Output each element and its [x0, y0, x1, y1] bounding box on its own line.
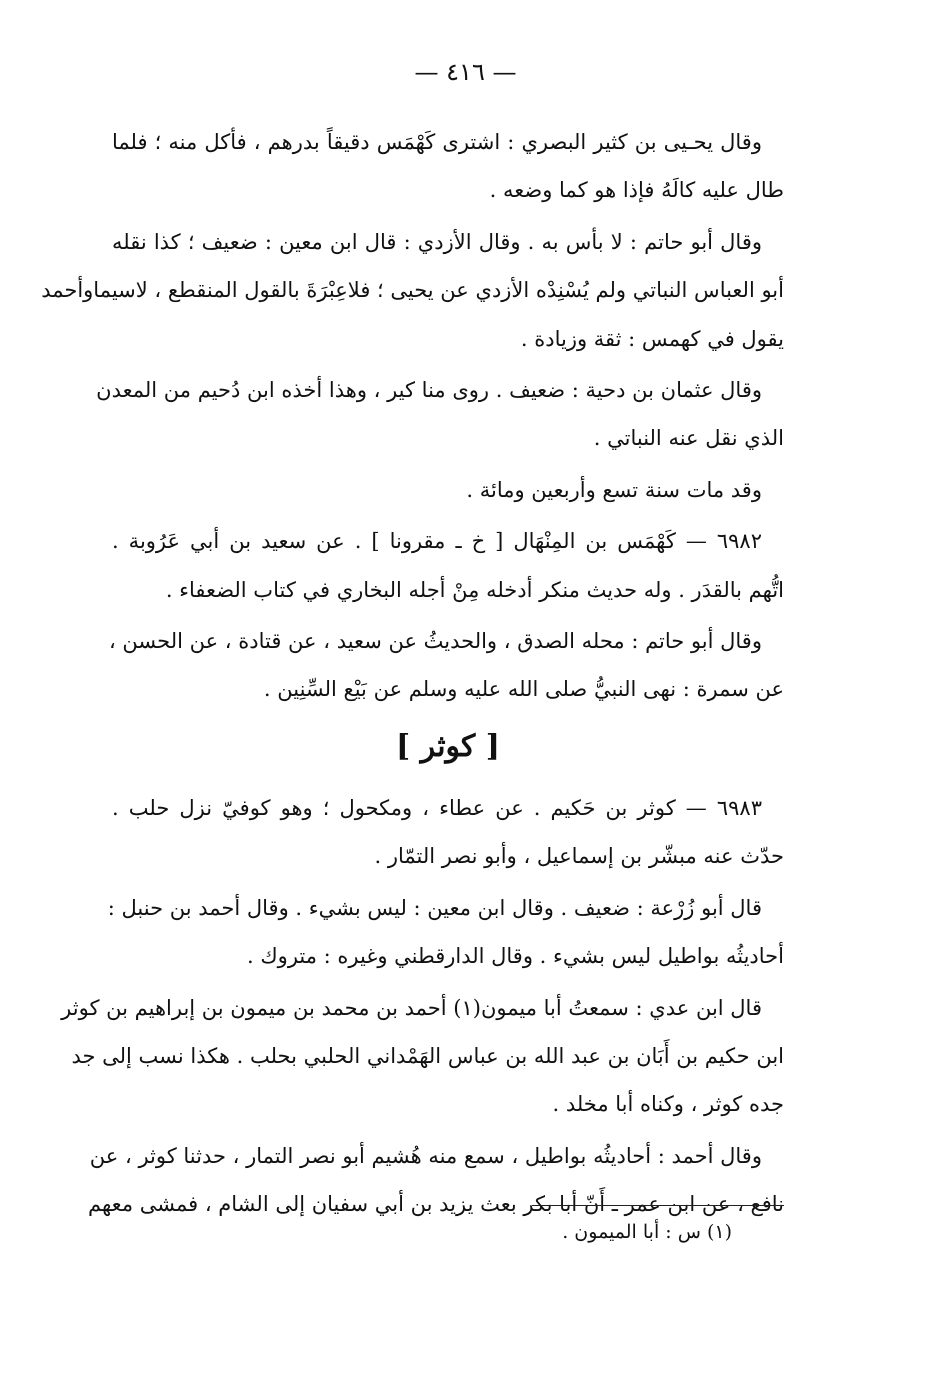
text-line: اتُّهم بالقدَر . وله حديث منكر أدخله مِنْ أجله البخاري في كتاب الضعفاء . [165, 577, 784, 602]
page-number: — ٤١٦ — [414, 58, 517, 86]
text-line: الذي نقل عنه النباتي . [593, 426, 784, 451]
text-line: طال عليه كالَهُ فإذا هو كما وضعه . [489, 178, 784, 203]
text-line: عن سمرة : نهى النبيُّ صلى الله عليه وسلم عن بَيْع السِّنِين . [263, 677, 784, 702]
text-line: ٦٩٨٢ — كَهْمَس بن المِنْهَال [ خ ـ مقرونا ] . عن سعيد بن أبي عَرُوبة . [112, 529, 762, 554]
text-line: نافع ، عن ابن عمر ـ أَنّ أبا بكر بعث يزيد بن أبي سفيان إلى الشام ، فمشى معهم [88, 1192, 784, 1217]
text-line: وقال أبو حاتم : لا بأس به . وقال الأزدي : قال ابن معين : ضعيف ؛ كذا نقله [112, 229, 762, 254]
paragraph [112, 784, 784, 881]
paragraph [112, 517, 784, 614]
footnote-divider [532, 1205, 784, 1206]
paragraph [88, 1132, 784, 1229]
text-line: حدّث عنه مبشّر بن إسماعيل ، وأبو نصر التمّار . [374, 844, 784, 869]
text-line: ابن حكيم بن أَبَان بن عبد الله بن عباس الهَمْداني الحلبي بحلب . هكذا نسب إلى جد [71, 1043, 784, 1068]
text-line: أبو العباس النباتي ولم يُسْنِدْه الأزدي عن يحيى ؛ فلاعِبْرَةَ بالقول المنقطع ، لاسيماوأحمد [41, 278, 784, 303]
text-line: وقد مات سنة تسع وأربعين ومائة . [466, 477, 762, 502]
text-line: ٦٩٨٣ — كوثر بن حَكيم . عن عطاء ، ومكحول ؛ وهو كوفيّ نزل حلب . [112, 795, 762, 820]
text-line: وقال أحمد : أحاديثُه بواطيل ، سمع منه هُشيم أبو نصر التمار ، حدثنا كوثر ، عن [89, 1143, 762, 1168]
paragraph [41, 218, 784, 363]
entry-kawthar-block [61, 784, 784, 1229]
paragraph [112, 118, 784, 215]
text-line: قال أبو زُرْعة : ضعيف . وقال ابن معين : ليس بشيء . وقال أحمد بن حنبل : [107, 895, 762, 920]
text-line: يقول في كهمس : ثقة وزيادة . [520, 326, 784, 351]
entry-kahmas-block [41, 118, 784, 714]
footnote: (١) س : أبا الميمون . [562, 1221, 732, 1243]
paragraph [112, 466, 784, 514]
text-line: وقال يحـيى بن كثير البصري : اشترى كَهْمَس دقيقاً بدرهم ، فأكل منه ؛ فلما [112, 130, 762, 154]
text-line: قال ابن عدي : سمعتُ أبا ميمون(١) أحمد بن محمد بن ميمون بن إبراهيم بن كوثر [61, 995, 762, 1020]
paragraph [96, 366, 784, 463]
page-body [41, 118, 784, 1232]
text-line: وقال أبو حاتم : محله الصدق ، والحديثُ عن سعيد ، عن قتادة ، عن الحسن ، [108, 629, 762, 654]
paragraph [61, 984, 784, 1129]
text-line: أحاديثُه بواطيل ليس بشيء . وقال الدارقطني وغيره : متروك . [247, 944, 784, 969]
paragraph [108, 617, 784, 714]
text-line: وقال عثمان بن دحية : ضعيف . روى منا كير ، وهذا أخذه ابن دُحيم من المعدن [96, 378, 762, 403]
paragraph [107, 884, 784, 981]
text-line: جده كوثر ، وكناه أبا مخلد . [552, 1092, 784, 1117]
section-heading: [ كوثر ] [396, 728, 500, 764]
